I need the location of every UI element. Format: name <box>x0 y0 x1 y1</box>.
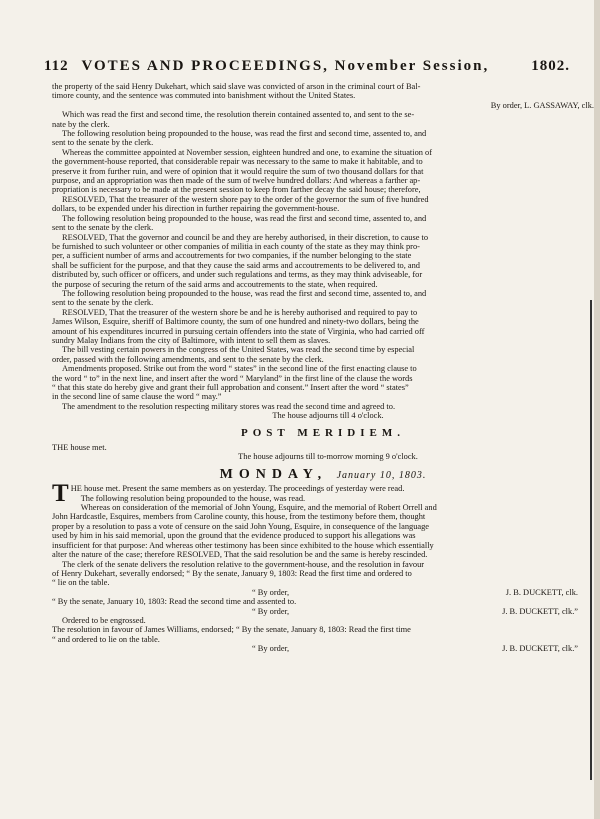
paragraph: alter the nature of the case; therefore RESOLVED, That the said resolution be and the same is hereby rescinded. <box>52 550 428 560</box>
paragraph: sent to the senate by the clerk. <box>52 298 154 308</box>
paragraph: distributed by, such officer or officers, and under such regulations and terms, as they may think adviseable, for <box>52 270 423 280</box>
paragraph: Ordered to be engrossed. <box>62 615 146 625</box>
paragraph: used by him in his said memorial, upon the ground that the evidence produced to support his allegations was <box>52 531 416 541</box>
paragraph: Which was read the first and second time, the resolution therein contained assented to, and sent to the se- <box>62 110 415 120</box>
by-order: “ By order, <box>252 644 290 654</box>
paragraph: “ that this state do hereby give and grant their full approbation and consent.” Insert after the word “ states” <box>52 383 409 392</box>
paragraph: per, a sufficient number of arms and accoutrements for two companies, if the number belonging to the state <box>52 251 412 261</box>
paragraph: of Henry Dukehart, severally endorsed; “ By the senate, January 9, 1803: Read the first time and ordered to <box>52 568 412 578</box>
paragraph: shall be sufficient for the purpose, and that they cause the said arms and accoutrements to be delivered to, and <box>52 260 420 270</box>
paragraph: preserve it from further ruin, and were of opinion that it would require the sum of two thousand dollars for that <box>52 166 424 176</box>
paragraph: The following resolution being propounded to the house, was read. <box>80 493 306 503</box>
paragraph: the property of the said Henry Dukehart, which said slave was convicted of arson in the criminal court of Bal- <box>52 82 421 91</box>
adjourn-line: The house adjourns till to-morrow morning 9 o'clock. <box>238 452 418 462</box>
signature-line: By order, L. GASSAWAY, clk. <box>490 100 594 110</box>
paragraph: the word “ to” in the next line, and insert after the word “ Maryland” in the first line of the clause the words <box>52 373 413 383</box>
paragraph: sent to the senate by the clerk. <box>52 223 154 233</box>
paragraph: order, passed with the following amendments, and sent to the senate by the clerk. <box>52 354 324 364</box>
paragraph: timore county, and the sentence was commuted into banishment without the United States. <box>52 91 356 101</box>
paragraph: proper by a resolution to pass a vote of censure on the said John Young, Esquire, in consequence of the language <box>52 521 430 531</box>
paragraph: the purpose of securing the return of the said arms and accoutrements to the state, when required. <box>52 279 378 289</box>
paragraph: “ By the senate, January 10, 1803: Read the second time and assented to. <box>52 597 297 607</box>
header-year: 1802. <box>531 58 570 74</box>
house-met-line: THE house met. <box>52 443 107 453</box>
signature-block <box>52 644 594 653</box>
resolution-paragraph: RESOLVED, That the treasurer of the western shore pay to the order of the governor the sum of five hundred <box>62 194 429 204</box>
paragraph: propriation is necessary to be made at the present session to keep from farther decay the said house; therefore, <box>52 185 421 195</box>
paragraph: “ lie on the table. <box>52 578 110 588</box>
paragraph: The bill vesting certain powers in the congress of the United States, was read the second time by especial <box>62 345 415 355</box>
post-meridiem-heading: POST MERIDIEM. <box>241 426 405 439</box>
paragraph: John Hardcastle, Esquires, members from Caroline county, this house, from the testimony before them, thought <box>52 512 426 522</box>
paragraph: the government-house reported, that considerable repair was necessary to the same to make it habitable, and to <box>52 157 423 167</box>
paragraph: HE house met. Present the same members as on yesterday. The proceedings of yesterday were read. <box>70 484 405 494</box>
running-title: VOTES AND PROCEEDINGS, November Session, <box>81 58 490 74</box>
page-number: 112 <box>44 58 69 74</box>
day-name: MONDAY, <box>219 466 328 482</box>
paragraph: Whereas the committee appointed at November session, eighteen hundred and one, to examine the situation of <box>62 147 433 157</box>
page-binding-edge <box>594 0 600 819</box>
page-header <box>44 58 580 75</box>
paragraph: be furnished to such volunteer or other companies of militia in each county of the state as they may think pro- <box>52 241 420 251</box>
paragraph: The following resolution being propounded to the house, was read the first and second time, assented to, and <box>62 129 427 139</box>
paragraph: Whereas on consideration of the memorial of John Young, Esquire, and the memorial of Robert Orrell and <box>80 503 437 513</box>
paragraph: Amendments proposed. Strike out from the word “ states” in the second line of the first enacting clause to <box>62 364 417 374</box>
paragraph: sundry Malay Indians from the city of Baltimore, with intent to sell them as slaves. <box>52 335 331 345</box>
clerk-signature: J. B. DUCKETT, clk.” <box>502 606 578 616</box>
session-date: January 10, 1803. <box>336 469 427 481</box>
resolution-paragraph: RESOLVED, That the governor and council be and they are hereby authorised, in their discretion, to cause to <box>62 232 429 242</box>
by-order: “ By order, <box>252 606 290 616</box>
monday-heading <box>52 466 594 482</box>
paragraph: The following resolution being propounded to the house, was read the first and second time, assented to, and <box>62 213 427 223</box>
paragraph: “ and ordered to lie on the table. <box>52 634 160 644</box>
paragraph: nate by the clerk. <box>52 119 110 129</box>
paragraph: insufficient for that purpose: And whereas other testimony has been since exhibited to the house which essentially <box>52 540 434 550</box>
clerk-signature: J. B. DUCKETT, clk.” <box>502 644 578 654</box>
drop-cap: T <box>52 480 69 508</box>
paragraph: The following resolution being propounded to the house, was read the first and second time, assented to, and <box>62 288 427 298</box>
paragraph: amount of his expenditures incurred in pursuing certain offenders into the state of Virginia, who had carried off <box>52 326 425 336</box>
paragraph: James Wilson, Esquire, sheriff of Baltimore county, the sum of one hundred and ninety-two dollars, being the <box>52 317 419 327</box>
paragraph: The amendment to the resolution respecting military stores was read the second time and agreed to. <box>62 401 396 411</box>
paragraph: The resolution in favour of James Williams, endorsed; “ By the senate, January 8, 1803: Read the first time <box>52 625 411 635</box>
paragraph: dollars, to be expended under his direction in further repairing the government-house. <box>52 204 340 214</box>
clerk-signature: J. B. DUCKETT, clk. <box>505 587 578 597</box>
paragraph: purpose, and an appropriation was then made of the sum of twelve hundred dollars: And whereas a farther ap- <box>52 176 421 186</box>
signature-block <box>52 588 594 597</box>
paragraph: The clerk of the senate delivers the resolution relative to the government-house, and the resolution in favour <box>62 559 425 569</box>
paragraph: in the second line of same clause the word “ may.” <box>52 392 222 402</box>
by-order: “ By order, <box>252 587 290 597</box>
signature-block <box>52 607 594 616</box>
page-body <box>52 82 594 654</box>
resolution-paragraph: RESOLVED, That the treasurer of the western shore be and he is hereby authorised and required to pay to <box>62 307 418 317</box>
adjourn-line: The house adjourns till 4 o'clock. <box>272 411 384 421</box>
paragraph: sent to the senate by the clerk. <box>52 138 154 148</box>
